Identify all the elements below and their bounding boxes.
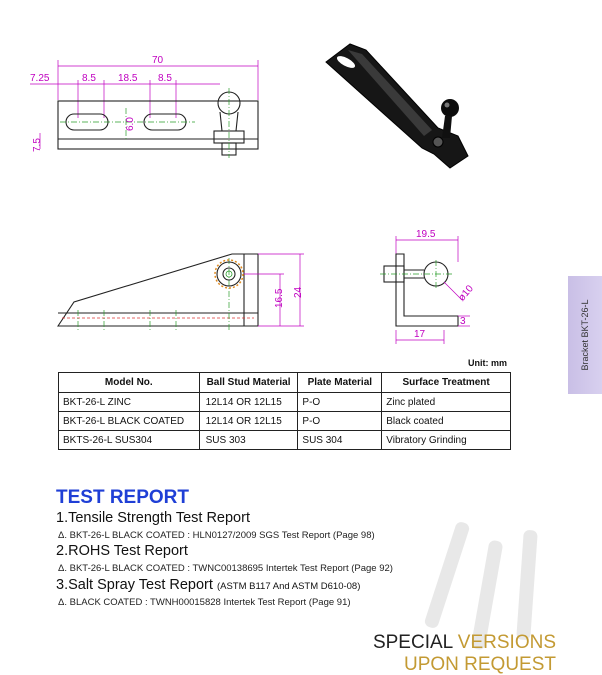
cell-model: BKT-26-L ZINC bbox=[59, 393, 200, 412]
special-word-1: SPECIAL bbox=[372, 632, 453, 653]
table-row bbox=[59, 431, 511, 450]
dim-overall: 70 bbox=[152, 55, 164, 66]
side-tab-label: Bracket BKT-26-L bbox=[580, 299, 590, 371]
dim-slot-width: 6.0 bbox=[125, 117, 136, 131]
report-line-3: Δ. BLACK COATED : TWNH00015828 Intertek Test Report (Page 91) bbox=[58, 597, 351, 608]
report-title: TEST REPORT bbox=[56, 487, 190, 508]
report-heading-3-sub: (ASTM B117 And ASTM D610-08) bbox=[216, 581, 361, 592]
spec-table bbox=[58, 372, 511, 450]
dim-total-height: 24 bbox=[293, 286, 304, 298]
table-row bbox=[59, 412, 511, 431]
cell-surface: Black coated bbox=[382, 412, 511, 431]
col-header-model: Model No. bbox=[59, 373, 200, 393]
dim-slot2: 8.5 bbox=[158, 73, 172, 84]
special-word-2: VERSIONS bbox=[457, 632, 556, 653]
cell-ball-stud: SUS 303 bbox=[199, 431, 298, 450]
dim-pitch: 18.5 bbox=[118, 73, 138, 84]
dim-height: 7.5 bbox=[32, 138, 43, 152]
report-heading-3 bbox=[56, 577, 360, 593]
col-header-ball-stud: Ball Stud Material bbox=[199, 373, 298, 393]
cell-ball-stud: 12L14 OR 12L15 bbox=[199, 393, 298, 412]
cell-model: BKTS-26-L SUS304 bbox=[59, 431, 200, 450]
col-header-plate: Plate Material bbox=[298, 373, 382, 393]
dim-base: 17 bbox=[414, 329, 426, 340]
cell-surface: Vibratory Grinding bbox=[382, 431, 511, 450]
report-line-2: Δ. BKT-26-L BLACK COATED : TWNC00138695 Intertek Test Report (Page 92) bbox=[58, 563, 393, 574]
table-row bbox=[59, 393, 511, 412]
dim-ball-dia: ø10 bbox=[456, 283, 476, 304]
table-header-row bbox=[59, 373, 511, 393]
cell-plate: SUS 304 bbox=[298, 431, 382, 450]
report-heading-1: 1.Tensile Strength Test Report bbox=[56, 510, 250, 526]
dim-slot1: 8.5 bbox=[82, 73, 96, 84]
special-versions bbox=[373, 632, 556, 675]
cell-model: BKT-26-L BLACK COATED bbox=[59, 412, 200, 431]
dim-inner-height: 16.5 bbox=[274, 288, 285, 308]
unit-label: Unit: mm bbox=[468, 358, 507, 368]
dim-plate: 3 bbox=[460, 316, 466, 327]
special-line-2: UPON REQUEST bbox=[403, 654, 556, 675]
report-line-1: Δ. BKT-26-L BLACK COATED : HLN0127/2009 SGS Test Report (Page 98) bbox=[58, 530, 375, 541]
cell-plate: P-O bbox=[298, 393, 382, 412]
cell-plate: P-O bbox=[298, 412, 382, 431]
cell-ball-stud: 12L14 OR 12L15 bbox=[199, 412, 298, 431]
dim-left-offset: 7.25 bbox=[30, 73, 50, 84]
col-header-surface: Surface Treatment bbox=[382, 373, 511, 393]
report-heading-2: 2.ROHS Test Report bbox=[56, 543, 188, 559]
dim-end-width: 19.5 bbox=[416, 229, 436, 240]
cell-surface: Zinc plated bbox=[382, 393, 511, 412]
report-heading-3-title: 3.Salt Spray Test Report bbox=[56, 577, 213, 593]
side-tab bbox=[568, 276, 602, 394]
